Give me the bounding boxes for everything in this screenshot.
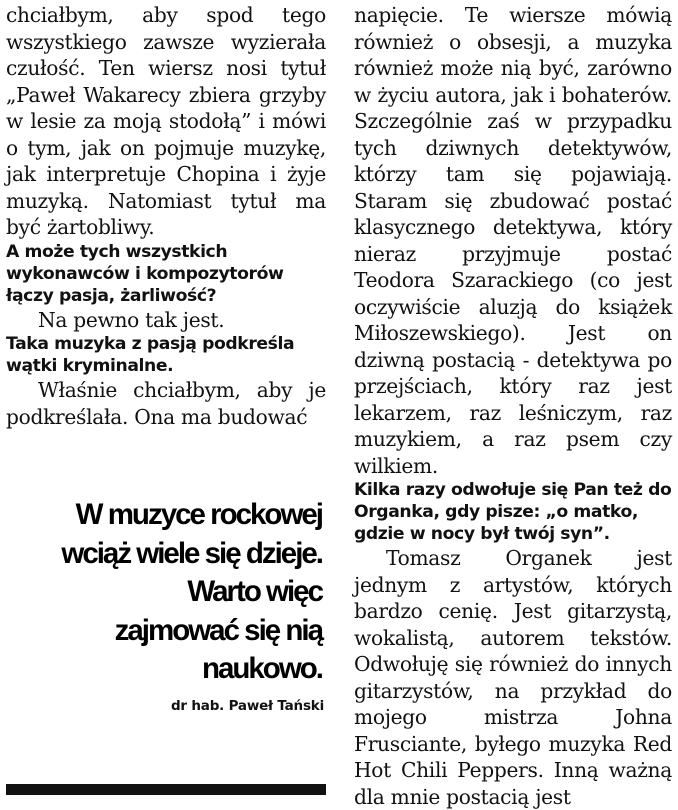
pull-quote-line: wciąż wiele się dzieje. (61, 536, 322, 570)
interview-question: Kilka razy odwołuje się Pan też do Organka, gdy pisze: „o matko, gdzie w nocy był twój syn”. (354, 480, 672, 544)
paragraph: Na pewno tak jest. (38, 307, 225, 332)
interview-question: A może tych wszystkich wykonawców i kompozytorów łączy pasja, żarliwość? (6, 241, 284, 306)
pull-quote-line: naukowo. (201, 652, 322, 685)
left-column (6, 0, 326, 430)
pull-quote-line: Warto więc (187, 575, 322, 608)
pull-quote (30, 496, 322, 689)
pull-quote-line: W muzyce rockowej (75, 498, 322, 531)
paragraph: Tomasz Organek jest jednym z artystów, których bardzo cenię. Jest gitarzystą, wokalistą, autorem tekstów. Odwołuję się również do innych gitarzystów, na przykład do mojego mistrza Johna Frusciante, byłego muzyka Red Hot Chili Peppers. Inną ważną dla mnie postacią jest (354, 546, 672, 809)
section-rule (6, 784, 326, 795)
right-column (354, 0, 672, 810)
pull-quote-line: zajmować się nią (114, 613, 322, 647)
paragraph: napięcie. Te wiersze mówią również o obsesji, a muzyka również może nią być, zarówno w życiu autora, jak i bohaterów. Szczególnie zaś w przypadku tych dziwnych detektywów, którzy tam się pojawiają. Staram się zbudować postać klasycznego detektywa, który nieraz przyjmuje postać Teodora Szarackiego (co jest oczywiście aluzją do książek Miłoszewskiego). Jest on dziwną postacią - detektywa po przejściach, który raz jest lekarzem, raz leśniczym, raz muzykiem, a raz psem czy wilkiem. (354, 3, 672, 478)
interview-question: Taka muzyka z pasją podkreśla wątki kryminalne. (6, 334, 295, 376)
paragraph: chciałbym, aby spod tego wszystkiego zawsze wyzierała czułość. Ten wiersz nosi tytuł „Paweł Wakarecy zbiera grzyby w lesie za moją stodołą” i mówi o tym, jak on pojmuje muzykę, jak interpretuje Chopina i żyje muzyką. Natomiast tytuł ma być żartobliwy. (6, 3, 326, 239)
paragraph: Właśnie chciałbym, aby je podkreślała. Ona ma budować (6, 378, 326, 429)
pull-quote-byline: dr hab. Paweł Tański (170, 698, 324, 714)
